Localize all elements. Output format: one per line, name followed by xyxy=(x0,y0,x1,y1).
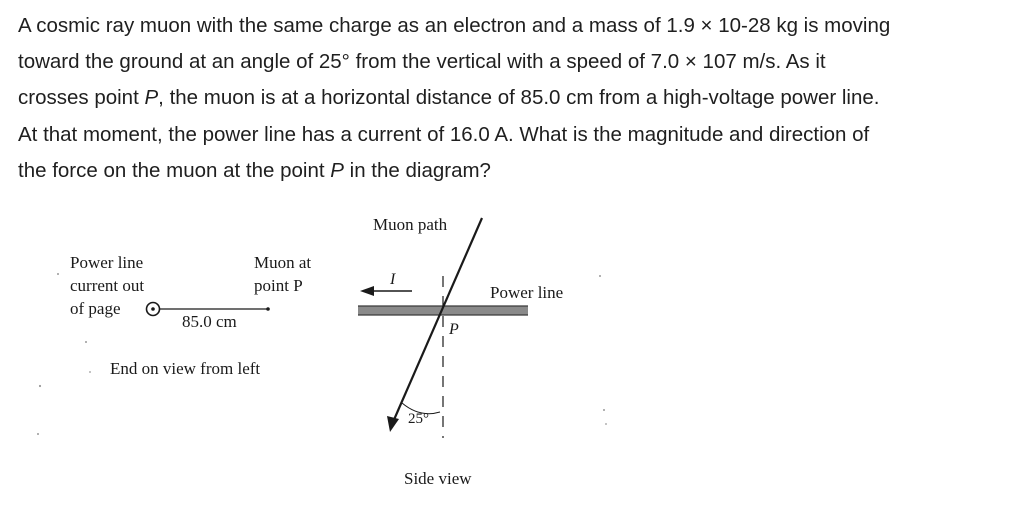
point-p-reference: P xyxy=(144,86,159,110)
physics-diagram xyxy=(0,190,1024,518)
question-line-1: A cosmic ray muon with the same charge as an electron and a mass of 1.9 × 10-28 kg is moving xyxy=(18,14,891,37)
muon-at-label: Muon at xyxy=(254,253,312,272)
muon-path-arrow-icon xyxy=(387,218,482,432)
side-view-caption: Side view xyxy=(404,469,472,488)
question-line-2: toward the ground at an angle of 25° from the vertical with a speed of 7.0 × 107 m/s. As it xyxy=(18,50,826,74)
point-p-label: P xyxy=(449,321,459,338)
distance-label: 85.0 cm xyxy=(182,312,237,331)
question-line-5 xyxy=(18,153,1013,189)
power-line-label-3: of page xyxy=(70,299,121,318)
question-line-3-end: , the muon is at a horizontal distance of 85.0 cm from a high-voltage power line. xyxy=(158,86,880,110)
question-line-5-end: in the diagram? xyxy=(343,158,491,182)
current-out-of-page-icon xyxy=(147,303,160,316)
point-p-reference: P xyxy=(330,158,344,182)
side-view xyxy=(358,215,563,488)
power-line-label: Power line xyxy=(490,283,564,302)
current-label: I xyxy=(390,271,396,288)
muon-path-label: Muon path xyxy=(373,215,448,234)
end-on-view xyxy=(70,253,311,378)
muon-point-dot xyxy=(266,307,270,311)
question-line-3 xyxy=(18,80,1013,116)
question-line-4: At that moment, the power line has a current of 16.0 A. What is the magnitude and direction of xyxy=(18,122,870,146)
question-text xyxy=(18,8,1013,189)
power-line-label-2: current out xyxy=(70,276,145,295)
end-view-caption: End on view from left xyxy=(110,359,261,378)
angle-label: 25° xyxy=(408,411,429,427)
current-arrow-icon xyxy=(360,286,412,296)
question-line-5-start: the force on the muon at the point xyxy=(18,158,331,182)
power-line-label-1: Power line xyxy=(70,253,144,272)
question-line-3-start: crosses point xyxy=(18,86,145,110)
muon-point-label: point P xyxy=(254,276,303,295)
